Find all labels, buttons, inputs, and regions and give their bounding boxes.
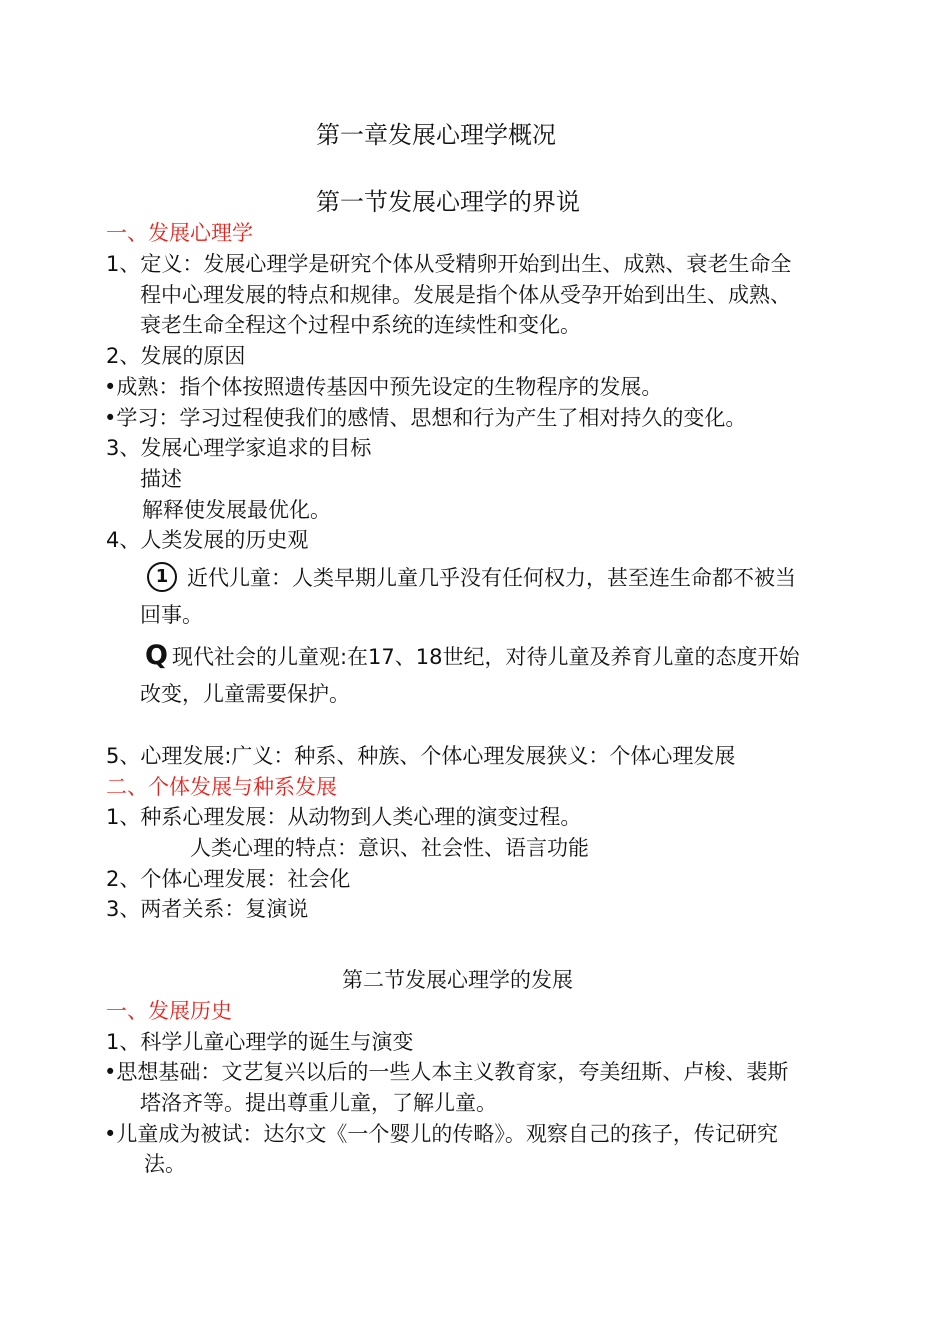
circled-number-1-icon: 1 bbox=[147, 562, 177, 592]
bullet-ideological-basis-1: •思想基础：文艺复兴以后的一些人本主义教育家，夸美纽斯、卢梭、裴斯 bbox=[104, 1060, 789, 1084]
ontogenetic-development: 2、个体心理发展：社会化 bbox=[106, 867, 351, 891]
definition-line-1: 1、定义：发展心理学是研究个体从受精卵开始到出生、成熟、衰老生命全 bbox=[106, 252, 792, 276]
human-psych-features: 人类心理的特点：意识、社会性、语言功能 bbox=[190, 836, 589, 860]
section1-title: 第一节发展心理学的界说 bbox=[316, 188, 580, 216]
bullet-child-subject-1: •儿童成为被试：达尔文《一个婴儿的传略》。观察自己的孩子，传记研究 bbox=[104, 1122, 778, 1146]
section2-part1-heading: 一、发展历史 bbox=[106, 999, 232, 1023]
item-goals: 3、发展心理学家追求的目标 bbox=[106, 436, 372, 460]
bullet-child-subject-2: 法。 bbox=[144, 1152, 186, 1176]
item-history: 4、人类发展的历史观 bbox=[106, 528, 309, 552]
bullet-learning: •学习：学习过程使我们的感情、思想和行为产生了相对持久的变化。 bbox=[104, 406, 747, 430]
phylogenetic-development: 1、种系心理发展：从动物到人类心理的演变过程。 bbox=[106, 805, 582, 829]
history-item-2 bbox=[145, 641, 799, 672]
section1-part2-heading: 二、个体发展与种系发展 bbox=[106, 775, 337, 799]
q-marker-icon: Q bbox=[145, 640, 168, 671]
section2-title: 第二节发展心理学的发展 bbox=[342, 968, 573, 992]
chapter-title: 第一章发展心理学概况 bbox=[316, 121, 556, 149]
history-item-2-text: 现代社会的儿童观:在17、18世纪，对待儿童及养育儿童的态度开始 bbox=[171, 645, 800, 669]
history-item-2-cont: 改变，儿童需要保护。 bbox=[140, 682, 350, 706]
history-item-1-cont: 回事。 bbox=[140, 603, 203, 627]
section1-part1-heading: 一、发展心理学 bbox=[106, 221, 253, 245]
goal-describe: 描述 bbox=[140, 467, 182, 491]
scientific-child-psychology: 1、科学儿童心理学的诞生与演变 bbox=[106, 1030, 414, 1054]
bullet-ideological-basis-2: 塔洛齐等。提出尊重儿童，了解儿童。 bbox=[140, 1091, 497, 1115]
bullet-maturation: •成熟：指个体按照遗传基因中预先设定的生物程序的发展。 bbox=[104, 375, 663, 399]
item-psych-development: 5、心理发展:广义：种系、种族、个体心理发展狭义：个体心理发展 bbox=[106, 744, 736, 768]
item-causes: 2、发展的原因 bbox=[106, 344, 246, 368]
definition-line-3: 衰老生命全程这个过程中系统的连续性和变化。 bbox=[140, 313, 581, 337]
relationship: 3、两者关系：复演说 bbox=[106, 897, 309, 921]
definition-line-2: 程中心理发展的特点和规律。发展是指个体从受孕开始到出生、成熟、 bbox=[140, 283, 791, 307]
history-item-1 bbox=[147, 563, 796, 594]
history-item-1-text: 近代儿童：人类早期儿童几乎没有任何权力，甚至连生命都不被当 bbox=[187, 566, 796, 590]
goal-explain: 解释使发展最优化。 bbox=[142, 498, 331, 522]
